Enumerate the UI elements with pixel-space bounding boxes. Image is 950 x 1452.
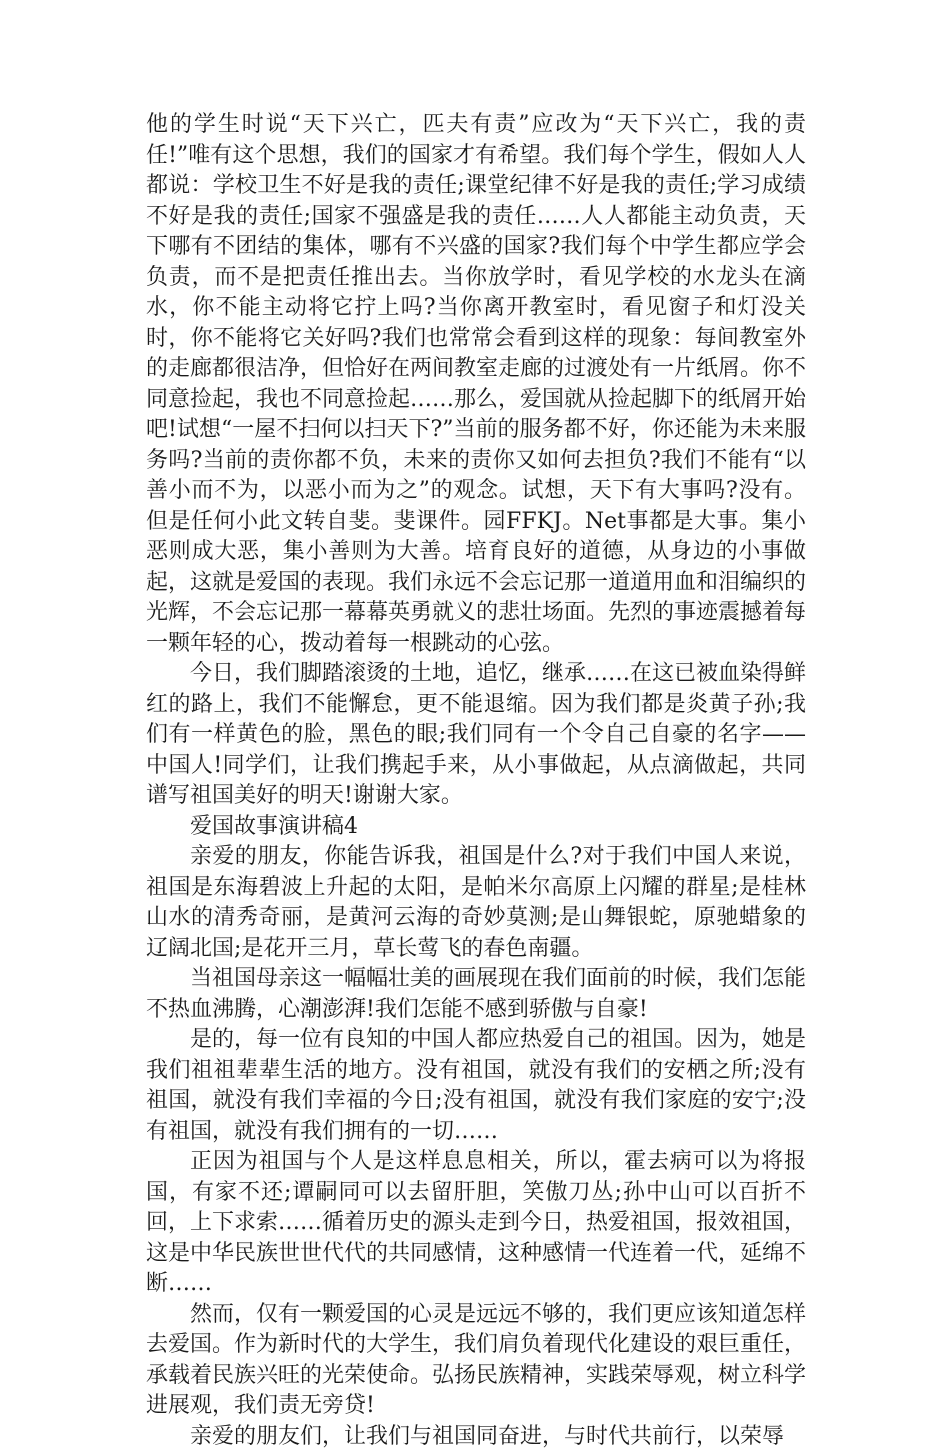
paragraph-7: 然而，仅有一颗爱国的心灵是远远不够的，我们更应该知道怎样去爱国。作为新时代的大学生，我们肩负着现代化建设的艰巨重任，承载着民族兴旺的光荣使命。弘扬民族精神，实践荣辱观，树立科学进展观，我们责无旁贷!: [146, 1300, 806, 1422]
paragraph-8: 亲爱的朋友们，让我们与祖国同奋进，与时代共前行，以荣辱: [146, 1422, 806, 1452]
paragraph-6: 正因为祖国与个人是这样息息相关，所以，霍去病可以为将报国，有家不还;谭嗣同可以去留肝胆，笑傲刀丛;孙中山可以百折不回，上下求索……循着历史的源头走到今日，热爱祖国，报效祖国，这是中华民族世世代代的共同感情，这种感情一代连着一代，延绵不断……: [146, 1147, 806, 1300]
paragraph-2: 今日，我们脚踏滚烫的土地，追忆，继承……在这已被血染得鲜红的路上，我们不能懈怠，更不能退缩。因为我们都是炎黄子孙;我们有一样黄色的脸，黑色的眼;我们同有一个令自己自豪的名字——中国人!同学们，让我们携起手来，从小事做起，从点滴做起，共同谱写祖国美好的明天!谢谢大家。: [146, 659, 806, 812]
paragraph-5: 是的，每一位有良知的中国人都应热爱自己的祖国。因为，她是我们祖祖辈辈生活的地方。没有祖国，就没有我们的安栖之所;没有祖国，就没有我们幸福的今日;没有祖国，就没有我们家庭的安宁;没有祖国，就没有我们拥有的一切……: [146, 1025, 806, 1147]
paragraph-3: 亲爱的朋友，你能告诉我，祖国是什么?对于我们中国人来说，祖国是东海碧波上升起的太阳，是帕米尔高原上闪耀的群星;是桂林山水的清秀奇丽，是黄河云海的奇妙莫测;是山舞银蛇，原驰蜡象的辽阔北国;是花开三月，草长莺飞的春色南疆。: [146, 842, 806, 964]
document-page: [146, 110, 806, 1452]
paragraph-1: 他的学生时说“天下兴亡，匹夫有责”应改为“天下兴亡，我的责任!”唯有这个思想，我们的国家才有希望。我们每个学生，假如人人都说：学校卫生不好是我的责任;课堂纪律不好是我的责任;学习成绩不好是我的责任;国家不强盛是我的责任……人人都能主动负责，天下哪有不团结的集体，哪有不兴盛的国家?我们每个中学生都应学会负责，而不是把责任推出去。当你放学时，看见学校的水龙头在滴水，你不能主动将它拧上吗?当你离开教室时，看见窗子和灯没关时，你不能将它关好吗?我们也常常会看到这样的现象：每间教室外的走廊都很洁净，但恰好在两间教室走廊的过渡处有一片纸屑。你不同意捡起，我也不同意捡起……那么，爱国就从捡起脚下的纸屑开始吧!试想“一屋不扫何以扫天下?”当前的服务都不好，你还能为未来服务吗?当前的责你都不负，未来的责你又如何去担负?我们不能有“以善小而不为，以恶小而为之”的观念。试想，天下有大事吗?没有。但是任何小此文转自斐。斐课件。园FFKJ。Net事都是大事。集小恶则成大恶，集小善则为大善。培育良好的道德，从身边的小事做起，这就是爱国的表现。我们永远不会忘记那一道道用血和泪编织的光辉，不会忘记那一幕幕英勇就义的悲壮场面。先烈的事迹震撼着每一颗年轻的心，拨动着每一根跳动的心弦。: [146, 110, 806, 659]
section-heading: 爱国故事演讲稿4: [146, 812, 806, 843]
paragraph-4: 当祖国母亲这一幅幅壮美的画展现在我们面前的时候，我们怎能不热血沸腾，心潮澎湃!我们怎能不感到骄傲与自豪!: [146, 964, 806, 1025]
